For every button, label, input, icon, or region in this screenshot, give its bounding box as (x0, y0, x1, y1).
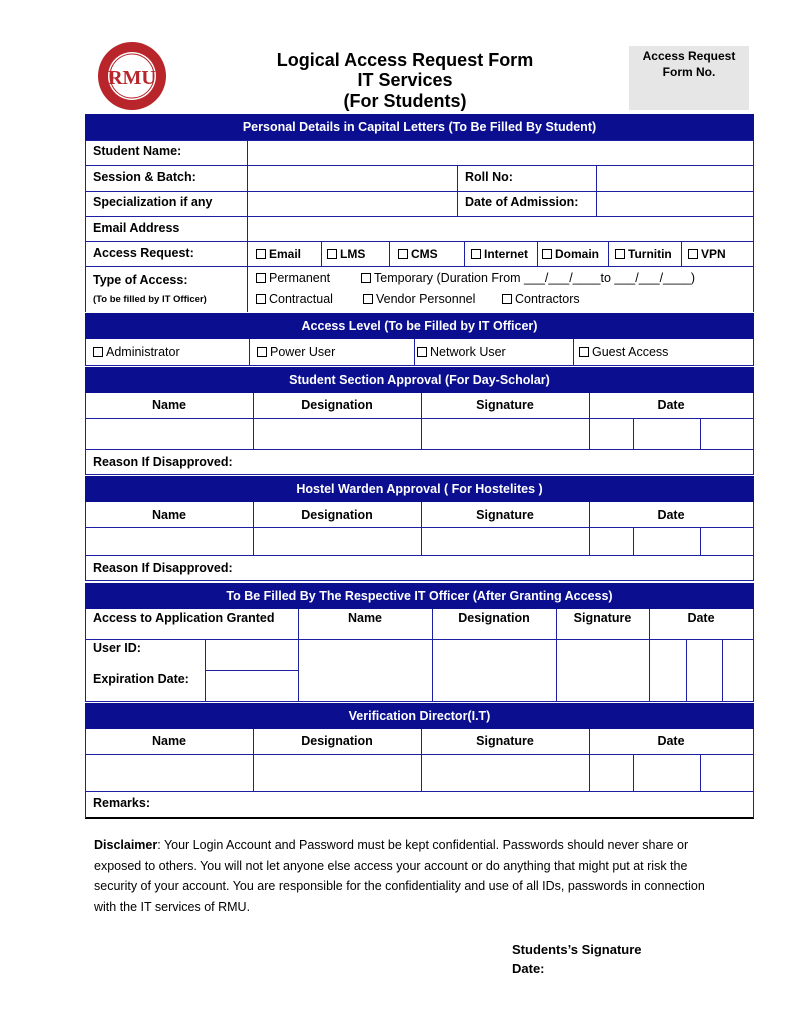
form-audience: (For Students) (343, 91, 467, 111)
access-level-network-user[interactable]: Network User (417, 345, 506, 359)
verification-header: Verification Director(I.T) (85, 703, 754, 729)
form-title: Logical Access Request Form (276, 50, 534, 70)
col-date: Date (657, 398, 685, 412)
checkbox-icon (398, 249, 408, 259)
checkbox-icon (256, 294, 266, 304)
roll-no-field[interactable] (597, 166, 753, 191)
col-signature: Signature (476, 734, 534, 748)
access-level-administrator[interactable]: Administrator (93, 345, 180, 359)
form-subtitle: IT Services (357, 70, 453, 90)
access-level-power-user[interactable]: Power User (257, 345, 335, 359)
checkbox-icon (615, 249, 625, 259)
temporary-checkbox[interactable]: Temporary (Duration From ___/___/____to ___/___/____) (361, 271, 695, 285)
col-signature: Signature (476, 508, 534, 522)
type-of-access-note: (To be filled by IT Officer) (93, 294, 207, 305)
access-domain-checkbox[interactable]: Domain (542, 247, 599, 261)
col-date: Date (687, 611, 715, 625)
checkbox-icon (363, 294, 373, 304)
checkbox-icon (256, 249, 266, 259)
access-granted-label: Access to Application Granted (93, 611, 275, 625)
col-name: Name (347, 611, 383, 625)
form-number-label-2: Form No. (662, 65, 716, 79)
personal-details-header: Personal Details in Capital Letters (To Be Filled By Student) (85, 114, 754, 140)
access-vpn-checkbox[interactable]: VPN (688, 247, 726, 261)
student-name-label: Student Name: (93, 144, 182, 158)
hostel-warden-header: Hostel Warden Approval ( For Hostelites ) (85, 476, 754, 502)
checkbox-icon (93, 347, 103, 357)
col-name: Name (151, 508, 187, 522)
access-cms-checkbox[interactable]: CMS (398, 247, 438, 261)
col-signature: Signature (476, 398, 534, 412)
checkbox-icon (502, 294, 512, 304)
col-name: Name (151, 734, 187, 748)
reason-disapproved-label: Reason If Disapproved: (93, 561, 233, 575)
access-internet-checkbox[interactable]: Internet (471, 247, 528, 261)
university-logo (96, 40, 168, 112)
form-number-label-1: Access Request (642, 49, 736, 63)
checkbox-icon (327, 249, 337, 259)
disclaimer-text: : Your Login Account and Password must be kept confidential. Passwords should never share or exposed to others. You will not let anyone else access your account or do anything that might put at risk the security of your account. You are responsible for the confidentiality and use of all IDs, passwords in connection with the IT services of RMU. (94, 838, 705, 914)
contractual-checkbox[interactable]: Contractual (256, 292, 333, 306)
date-admission-field[interactable] (597, 192, 753, 216)
email-address-field[interactable] (248, 217, 753, 241)
permanent-checkbox[interactable]: Permanent (256, 271, 330, 285)
access-level-guest[interactable]: Guest Access (579, 345, 668, 359)
col-designation: Designation (301, 398, 373, 412)
student-name-field[interactable] (248, 141, 753, 165)
checkbox-icon (256, 273, 266, 283)
reason-disapproved-label: Reason If Disapproved: (93, 455, 233, 469)
date-admission-label: Date of Admission: (465, 195, 579, 209)
col-designation: Designation (301, 508, 373, 522)
access-request-label: Access Request: (93, 246, 194, 260)
specialization-field[interactable] (248, 192, 457, 216)
checkbox-icon (257, 347, 267, 357)
contractors-checkbox[interactable]: Contractors (502, 292, 580, 306)
access-email-checkbox[interactable]: Email (256, 247, 301, 261)
access-lms-checkbox[interactable]: LMS (327, 247, 365, 261)
signature-date-label: Date: (512, 961, 545, 976)
student-signature-label: Students’s Signature (512, 942, 642, 957)
session-batch-label: Session & Batch: (93, 170, 196, 184)
checkbox-icon (688, 249, 698, 259)
it-officer-header: To Be Filled By The Respective IT Officer (After Granting Access) (85, 583, 754, 609)
col-name: Name (151, 398, 187, 412)
access-turnitin-checkbox[interactable]: Turnitin (615, 247, 672, 261)
disclaimer (94, 835, 714, 917)
type-of-access-label: Type of Access: (93, 273, 188, 287)
expiration-date-label: Expiration Date: (93, 672, 189, 686)
remarks-label: Remarks: (93, 796, 150, 810)
disclaimer-label: Disclaimer (94, 838, 158, 852)
logo-letters: RMU (108, 67, 156, 89)
specialization-label: Specialization if any (93, 195, 213, 209)
signature-block (512, 940, 642, 978)
expiration-date-field[interactable] (206, 671, 298, 701)
col-designation: Designation (458, 611, 530, 625)
col-date: Date (657, 508, 685, 522)
vendor-checkbox[interactable]: Vendor Personnel (363, 292, 475, 306)
session-batch-field[interactable] (248, 166, 457, 191)
user-id-field[interactable] (206, 640, 298, 670)
col-date: Date (657, 734, 685, 748)
form-number-box[interactable] (629, 46, 749, 110)
checkbox-icon (361, 273, 371, 283)
access-level-header: Access Level (To be Filled by IT Officer) (85, 313, 754, 339)
email-address-label: Email Address (93, 221, 180, 235)
student-section-header: Student Section Approval (For Day-Scholar) (85, 367, 754, 393)
col-designation: Designation (301, 734, 373, 748)
col-signature: Signature (573, 611, 632, 625)
checkbox-icon (542, 249, 552, 259)
checkbox-icon (471, 249, 481, 259)
checkbox-icon (417, 347, 427, 357)
roll-no-label: Roll No: (465, 170, 513, 184)
checkbox-icon (579, 347, 589, 357)
user-id-label: User ID: (93, 641, 141, 655)
